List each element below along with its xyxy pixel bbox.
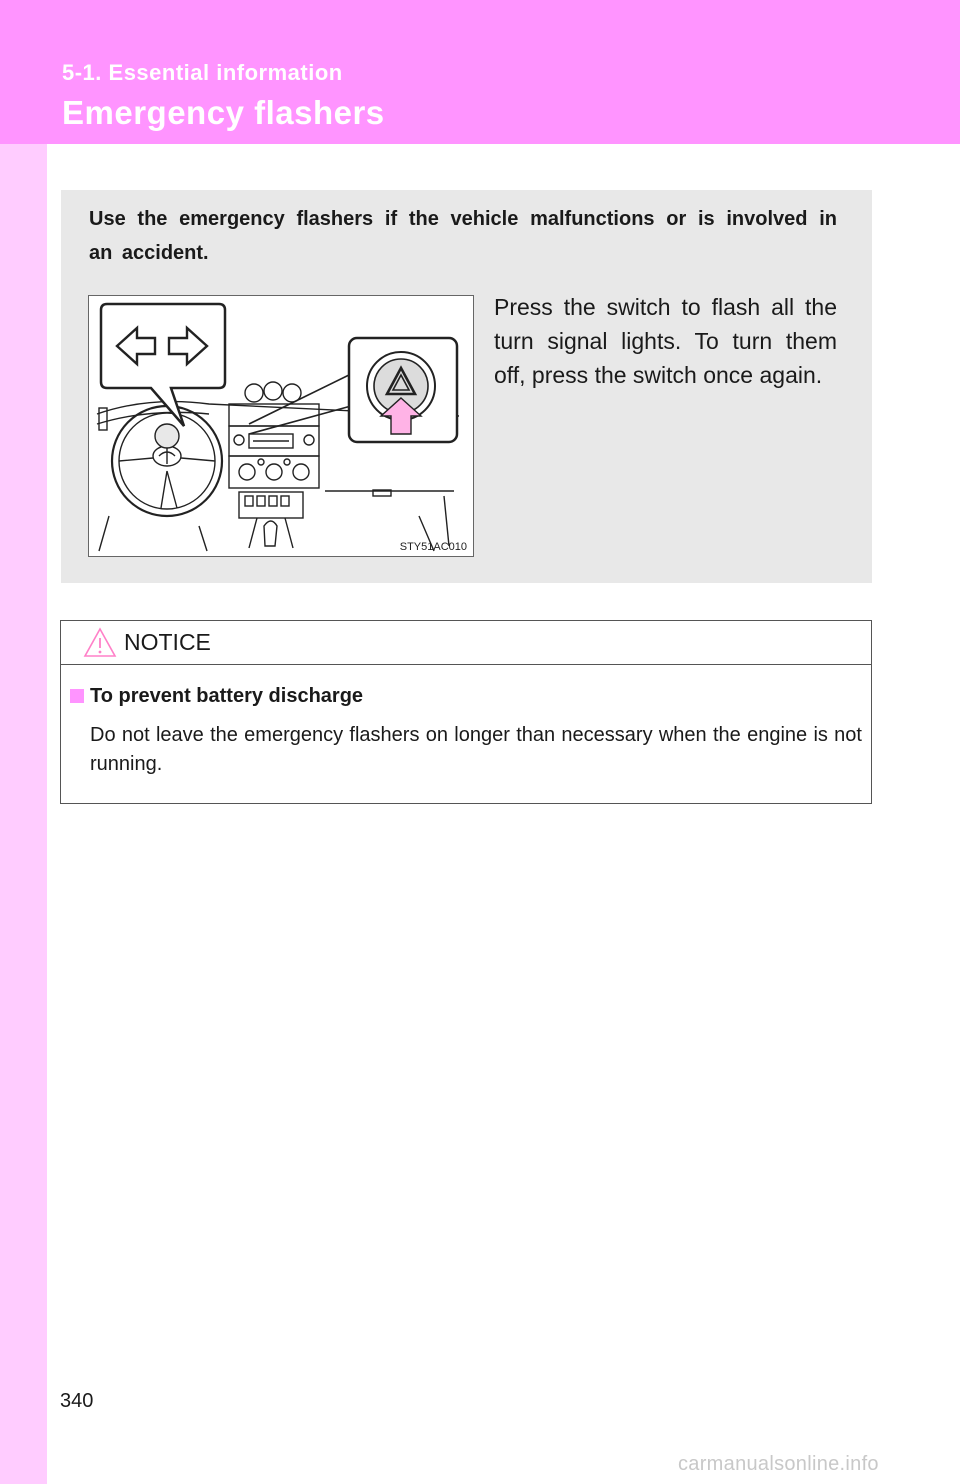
warning-triangle-icon <box>83 627 117 659</box>
notice-header <box>61 621 871 665</box>
figure-code: STY51AC010 <box>399 541 467 553</box>
notice-body: Do not leave the emergency flashers on longer than necessary when the engine is not running. <box>90 724 862 775</box>
section-label: 5-1. Essential information <box>62 60 343 85</box>
watermark: carmanualsonline.info <box>678 1453 879 1475</box>
intro-lead: Use the emergency flashers if the vehicle malfunctions or is involved in an accident. <box>89 208 837 264</box>
dashboard-figure <box>88 295 474 557</box>
page-number: 340 <box>60 1390 94 1412</box>
side-strip <box>0 144 47 1484</box>
page-title: Emergency flashers <box>62 94 385 131</box>
instruction-text: Press the switch to flash all the turn signal lights. To turn them off, press the switch once again. <box>494 294 837 388</box>
bullet-square <box>70 689 84 703</box>
notice-title: NOTICE <box>124 629 211 655</box>
notice-subheading: To prevent battery discharge <box>90 685 364 707</box>
chapter-header <box>0 0 960 144</box>
notice-box <box>60 620 872 804</box>
intro-box <box>61 190 872 583</box>
dashboard-illustration <box>89 296 473 556</box>
